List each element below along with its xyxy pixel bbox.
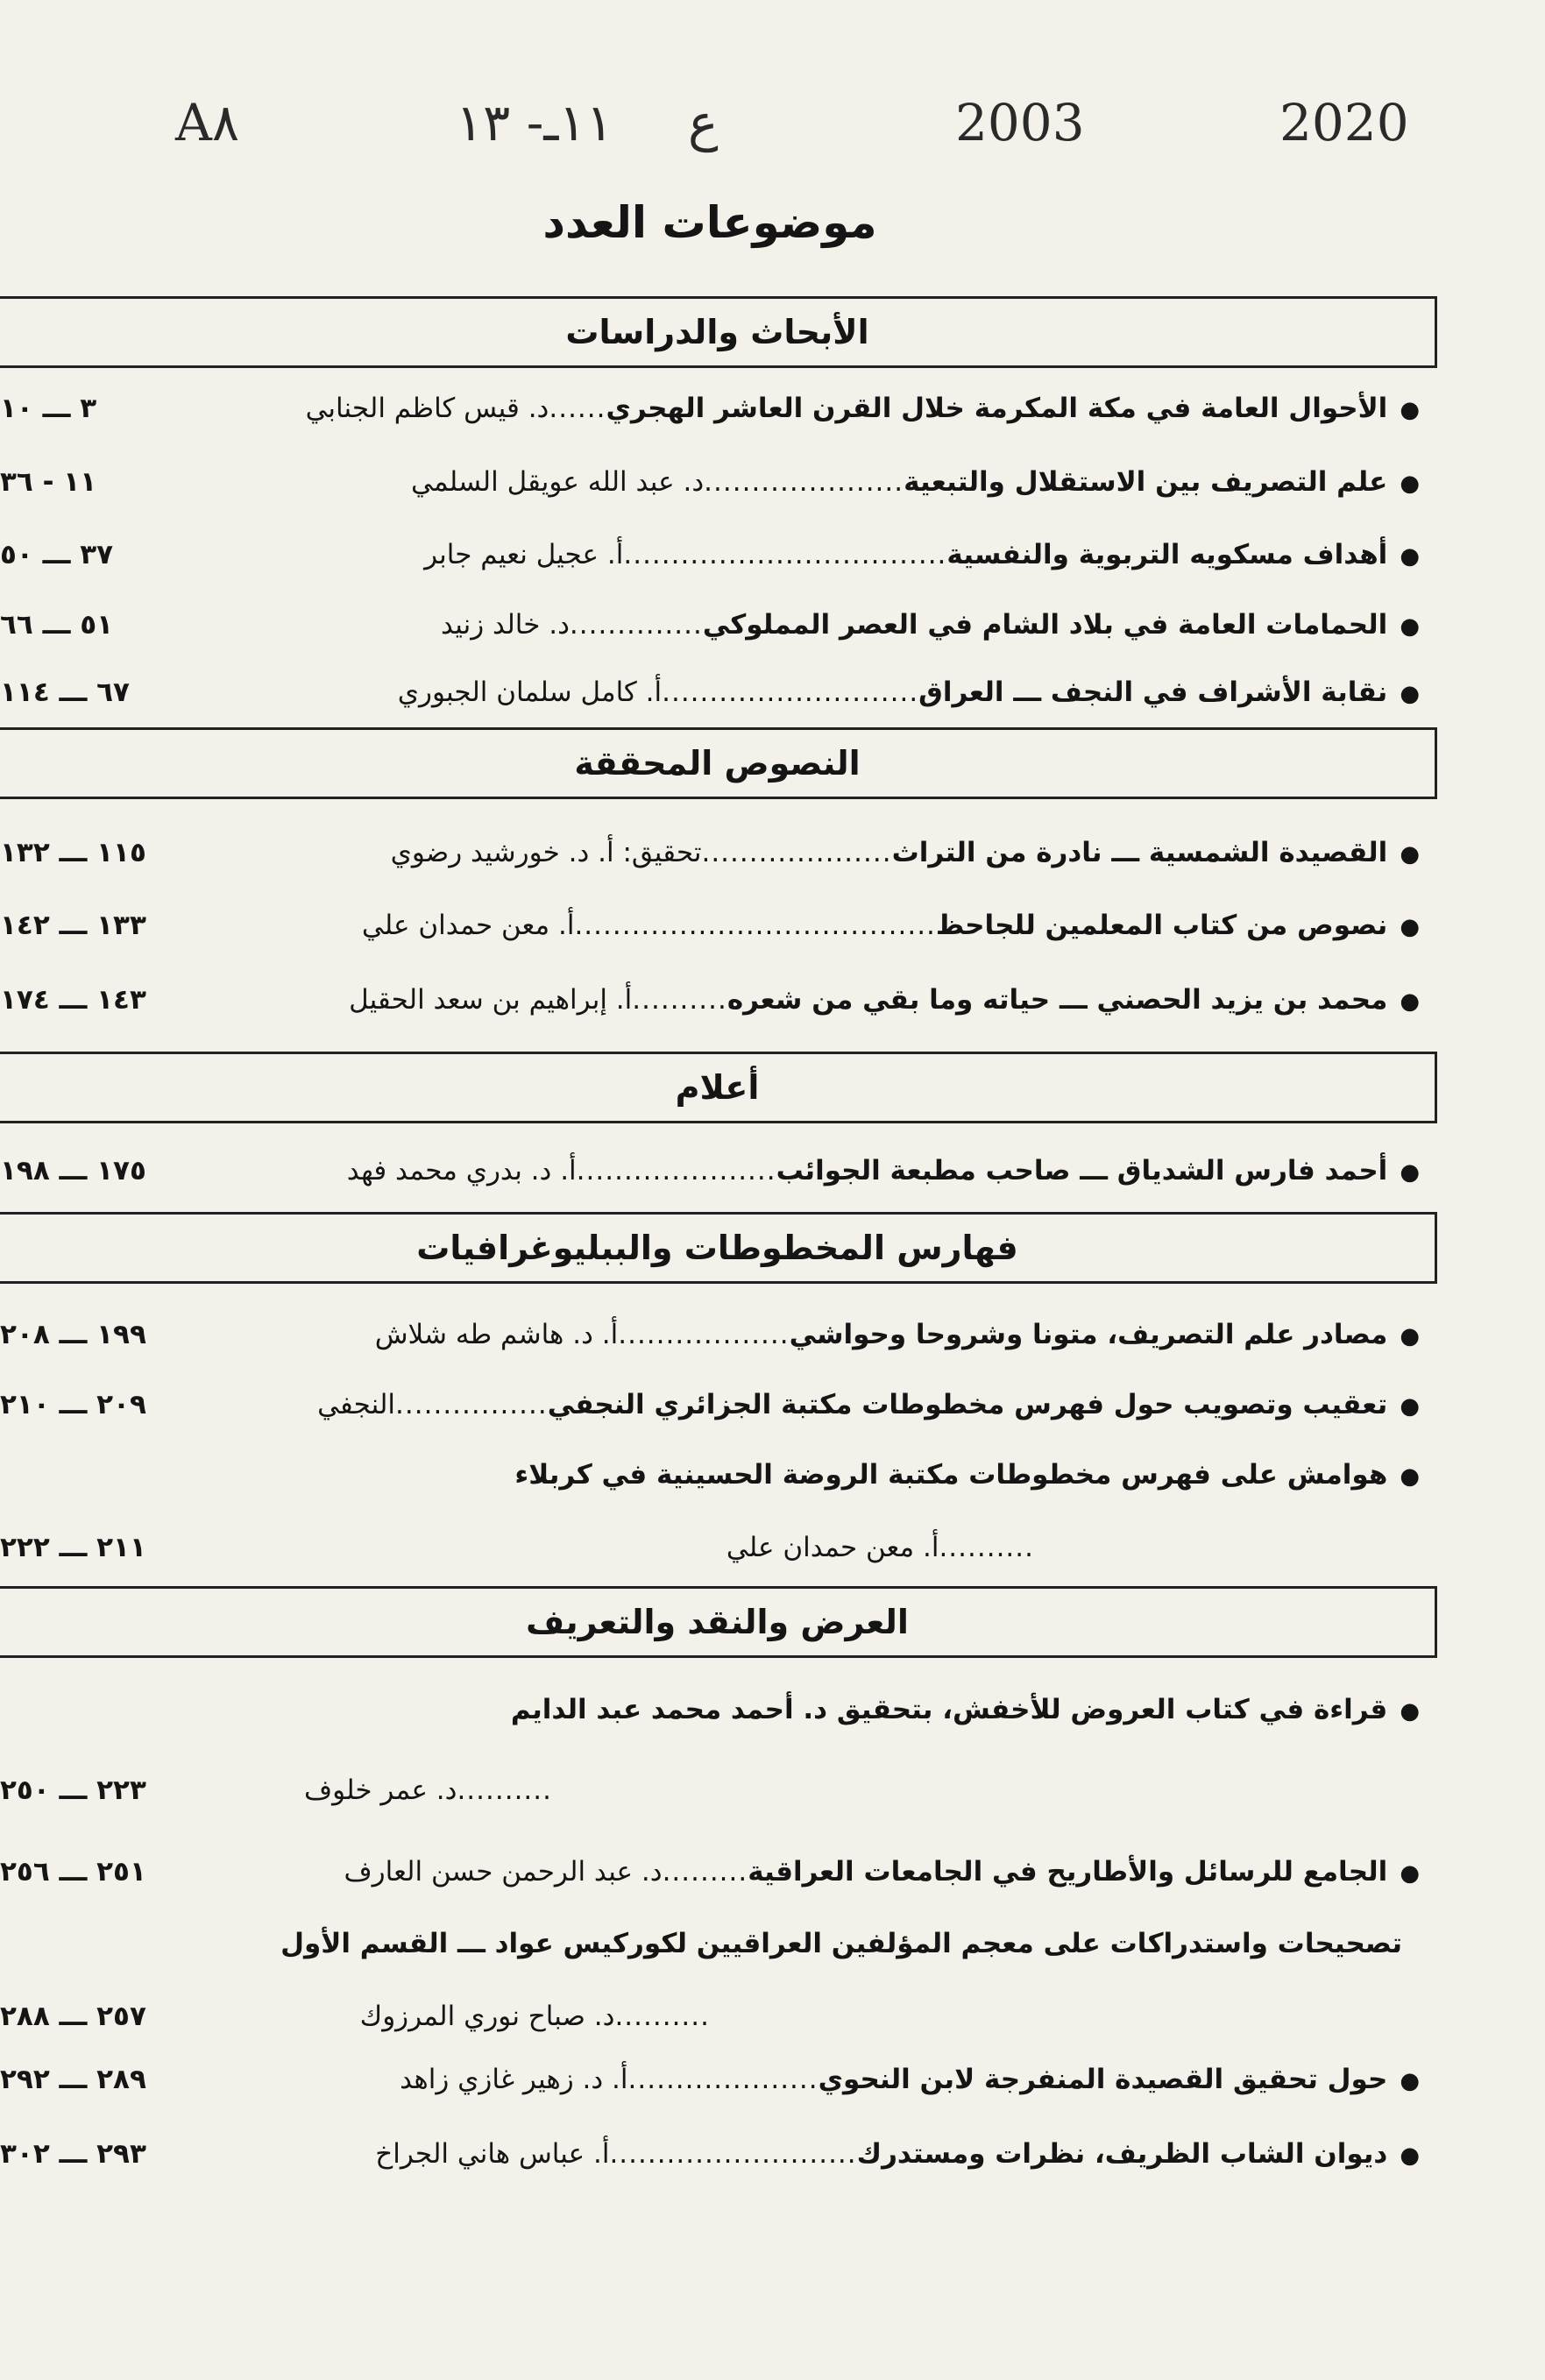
toc-entry — [0, 1694, 1420, 1746]
entry-pages: ٣ ـــ ١٠ — [0, 393, 97, 424]
handwritten-notes — [149, 74, 1446, 171]
bullet-icon: ● — [1400, 841, 1420, 868]
bullet-icon: ● — [1400, 2068, 1420, 2094]
toc-entry — [0, 2138, 1420, 2191]
entry-pages: ٢٠٩ ـــ ٢١٠ — [0, 1389, 146, 1420]
handwritten-note: 2020 — [1279, 93, 1409, 152]
leader-dots: ......... — [662, 1856, 748, 1888]
entry-title: حول تحقيق القصيدة المنفرجة لابن النحوي — [818, 2064, 1388, 2095]
bullet-icon: ● — [1400, 681, 1420, 707]
entry-pages: ٢٥٧ ـــ ٢٨٨ — [0, 2001, 146, 2032]
leader-dots: .......................... — [609, 2138, 857, 2170]
leader-dots: .......... — [632, 984, 727, 1016]
entry-pages: ١٩٩ ـــ ٢٠٨ — [0, 1319, 146, 1350]
entry-title: الأحوال العامة في مكة المكرمة خلال القرن العاشر الهجري — [606, 393, 1388, 424]
leader-dots: .................................. — [623, 539, 947, 570]
entry-pages: ٢٥١ ـــ ٢٥٦ — [0, 1856, 146, 1888]
entry-author: د. عمر خلوف — [303, 1774, 457, 1806]
toc-entry — [0, 539, 1420, 591]
toc-entry — [0, 984, 1420, 1037]
entry-author: تحقيق: أ. د. خورشيد رضوي — [390, 837, 702, 868]
section-header: العرض والنقد والتعريف — [0, 1586, 1437, 1658]
toc-entry — [0, 676, 1420, 729]
entry-title: مصادر علم التصريف، متونا وشروحا وحواشي — [789, 1319, 1388, 1350]
entry-title: الجامع للرسائل والأطاريح في الجامعات العراقية — [748, 1856, 1388, 1888]
leader-dots: .................... — [627, 2064, 819, 2095]
entry-author: أ. عجيل نعيم جابر — [424, 539, 624, 570]
handwritten-note: A٨ — [175, 93, 240, 152]
leader-dots: .......... — [614, 2001, 710, 2032]
entry-title: الحمامات العامة في بلاد الشام في العصر المملوكي — [702, 609, 1388, 641]
section-header: الأبحاث والدراسات — [0, 296, 1437, 368]
toc-entry — [0, 1928, 1420, 1980]
page-title: موضوعات العدد — [542, 197, 877, 248]
entry-title: نصوص من كتاب المعلمين للجاحظ — [935, 910, 1388, 941]
leader-dots: ................ — [395, 1389, 548, 1420]
handwritten-note: ع — [688, 93, 719, 152]
leader-dots: .......... — [939, 1532, 1034, 1563]
entry-title: تصحيحات واستدراكات على معجم المؤلفين العراقيين لكوركيس عواد ـــ القسم الأول — [280, 1928, 1402, 1959]
entry-author: أ. د. هاشم طه شلاش — [374, 1319, 619, 1350]
bullet-icon: ● — [1400, 471, 1420, 497]
toc-entry-continued — [0, 1774, 1420, 1827]
leader-dots: .................. — [618, 1319, 790, 1350]
toc-entry — [0, 393, 1420, 445]
entry-author: د. عبد الرحمن حسن العارف — [344, 1856, 663, 1888]
entry-pages: ٢٢٣ ـــ ٢٥٠ — [0, 1774, 146, 1806]
entry-pages: ١٧٥ ـــ ١٩٨ — [0, 1155, 146, 1186]
entry-author: النجفي — [317, 1389, 396, 1420]
entry-author: د. قيس كاظم الجنابي — [305, 393, 549, 424]
entry-pages: ٢٩٣ ـــ ٣٠٢ — [0, 2138, 146, 2170]
entry-pages: ١٤٣ ـــ ١٧٤ — [0, 984, 146, 1016]
entry-pages: ١٣٣ ـــ ١٤٢ — [0, 910, 146, 941]
section-header: فهارس المخطوطات والببليوغرافيات — [0, 1212, 1437, 1284]
entry-title: محمد بن يزيد الحصني ـــ حياته وما بقي من شعره — [726, 984, 1388, 1016]
entry-title: علم التصريف بين الاستقلال والتبعية — [904, 466, 1388, 498]
bullet-icon: ● — [1400, 1463, 1420, 1490]
leader-dots: ...... — [549, 393, 606, 424]
entry-author: د. خالد زنيد — [440, 609, 570, 641]
bullet-icon: ● — [1400, 914, 1420, 940]
bullet-icon: ● — [1400, 1860, 1420, 1887]
handwritten-note: 2003 — [955, 93, 1085, 152]
toc-entry — [0, 609, 1420, 662]
leader-dots: .............. — [569, 609, 703, 641]
bullet-icon: ● — [1400, 1323, 1420, 1349]
entry-author: أ. إبراهيم بن سعد الحقيل — [349, 984, 633, 1016]
bullet-icon: ● — [1400, 543, 1420, 570]
handwritten-note: ١١ـ- ١٣ — [456, 93, 613, 152]
toc-entry — [0, 1856, 1420, 1909]
bullet-icon: ● — [1400, 613, 1420, 640]
leader-dots: ..................... — [704, 466, 904, 498]
entry-author: أ. كامل سلمان الجبوري — [397, 676, 663, 708]
bullet-icon: ● — [1400, 1393, 1420, 1420]
toc-entry-continued — [0, 2001, 1420, 2053]
entry-pages: ١١٥ ـــ ١٣٢ — [0, 837, 146, 868]
section-header: أعلام — [0, 1052, 1437, 1123]
entry-author: أ. معن حمدان علي — [361, 910, 575, 941]
toc-entry — [0, 1459, 1420, 1512]
bullet-icon: ● — [1400, 988, 1420, 1015]
entry-title: القصيدة الشمسية ـــ نادرة من التراث — [891, 837, 1388, 868]
toc-entry — [0, 837, 1420, 889]
entry-pages: ١١ - ٣٦ — [0, 466, 97, 498]
leader-dots: ...................................... — [574, 910, 936, 941]
toc-entry — [0, 910, 1420, 962]
toc-entry — [0, 1155, 1420, 1208]
entry-title: أحمد فارس الشدياق ـــ صاحب مطبعة الجوائب — [776, 1155, 1388, 1186]
toc-entry — [0, 1389, 1420, 1441]
entry-author: د. عبد الله عويقل السلمي — [410, 466, 705, 498]
entry-author: أ. عباس هاني الجراخ — [375, 2138, 610, 2170]
section-header: النصوص المحققة — [0, 727, 1437, 799]
entry-title: تعقيب وتصويب حول فهرس مخطوطات مكتبة الجزائري النجفي — [547, 1389, 1388, 1420]
toc-entry — [0, 466, 1420, 519]
bullet-icon: ● — [1400, 1159, 1420, 1186]
entry-author: أ. د. بدري محمد فهد — [346, 1155, 577, 1186]
toc-entry — [0, 2064, 1420, 2116]
toc-entry — [0, 1319, 1420, 1371]
entry-pages: ٦٧ ـــ ١١٤ — [0, 676, 130, 708]
entry-pages: ٥١ ـــ ٦٦ — [0, 609, 114, 641]
entry-title: نقابة الأشراف في النجف ـــ العراق — [918, 676, 1388, 708]
entry-title: ديوان الشاب الظريف، نظرات ومستدرك — [856, 2138, 1388, 2170]
entry-title: قراءة في كتاب العروض للأخفش، بتحقيق د. أحمد محمد عبد الدايم — [510, 1694, 1388, 1725]
entry-author: د. صباح نوري المرزوك — [359, 2001, 615, 2032]
entry-author: أ. معن حمدان علي — [726, 1532, 939, 1563]
entry-author: أ. د. زهير غازي زاهد — [400, 2064, 628, 2095]
bullet-icon: ● — [1400, 1698, 1420, 1725]
leader-dots: .......... — [457, 1774, 552, 1806]
bullet-icon: ● — [1400, 2143, 1420, 2169]
toc-entry-continued — [0, 1532, 1420, 1584]
leader-dots: .................... — [701, 837, 892, 868]
leader-dots: ..................... — [576, 1155, 776, 1186]
entry-title: أهداف مسكويه التربوية والنفسية — [946, 539, 1388, 570]
entry-pages: ٢١١ ـــ ٢٢٢ — [0, 1532, 146, 1563]
entry-title: هوامش على فهرس مخطوطات مكتبة الروضة الحسينية في كربلاء — [514, 1459, 1388, 1491]
bullet-icon: ● — [1400, 397, 1420, 423]
entry-pages: ٢٨٩ ـــ ٢٩٢ — [0, 2064, 146, 2095]
entry-pages: ٣٧ ـــ ٥٠ — [0, 539, 114, 570]
leader-dots: ........................... — [662, 676, 919, 708]
